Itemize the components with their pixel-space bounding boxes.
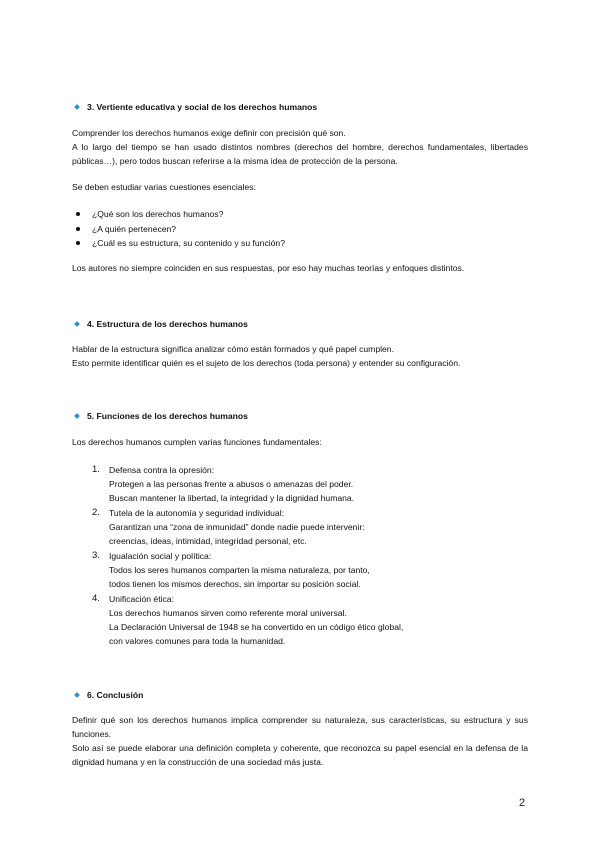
functions-list [92, 463, 403, 649]
bullet-diamond-icon [74, 692, 80, 698]
list-item: 3. Igualación social y política: Todos los seres humanos comparten la misma naturaleza, por tanto, todos tienen los mismos derechos, sin importar su posición social. [92, 550, 370, 589]
section-4-heading: 4. Estructura de los derechos humanos [75, 317, 248, 331]
section-5-heading: 5. Funciones de los derechos humanos [75, 409, 248, 423]
section-6-heading: 6. Conclusión [75, 688, 143, 702]
page-number: 2 [519, 797, 526, 809]
list-item: 4. Unificación ética: Los derechos humanos sirven como referente moral universal. La Declaración Universal de 1948 se ha convertido en un código ético global, con valores comunes para toda la humanidad. [92, 593, 404, 646]
section-3-paragraph-2: Se deben estudiar varias cuestiones esenciales: [72, 182, 256, 192]
section-6-paragraph: Definir qué son los derechos humanos implica comprender su naturaleza, sus características, su estructura y sus funciones. Solo así se puede elaborar una definición completa y coherente, que reconozca su papel esencial en la defensa de la dignidad humana y en la construcción de una sociedad más justa. [72, 715, 528, 767]
section-4-paragraph: Hablar de la estructura significa analizar cómo están formados y qué papel cumplen. Esto permite identificar quién es el sujeto de los derechos (toda persona) y entender su configuración. [72, 344, 461, 368]
section-3-question-list [72, 207, 285, 251]
section-3-paragraph-3: Los autores no siempre coinciden en sus respuestas, por eso hay muchas teorías y enfoques distintos. [72, 263, 465, 273]
section-3-paragraph-1: Comprender los derechos humanos exige definir con precisión qué son. A lo largo del tiempo se han usado distintos nombres (derechos del hombre, derechos fundamentales, libertades públicas…), pero todos buscan referirse a la misma idea de protección de la persona. [72, 128, 528, 166]
bullet-diamond-icon [74, 413, 80, 419]
list-item: 2. Tutela de la autonomía y seguridad individual: Garantizan una “zona de inmunidad” donde nadie puede intervenir: creencias, ideas, intimidad, integridad personal, etc. [92, 507, 365, 546]
section-3-heading: 3. Vertiente educativa y social de los derechos humanos [75, 100, 317, 114]
bullet-diamond-icon [74, 104, 80, 110]
section-5-intro: Los derechos humanos cumplen varias funciones fundamentales: [72, 437, 322, 447]
list-item: ¿A quién pertenecen? [72, 222, 285, 237]
bullet-diamond-icon [74, 321, 80, 327]
list-item: 1. Defensa contra la opresión: Protegen a las personas frente a abusos o amenazas del poder. Buscan mantener la libertad, la integridad y la dignidad humana. [92, 464, 355, 503]
list-item: ¿Qué son los derechos humanos? [72, 207, 285, 222]
list-item: ¿Cuál es su estructura, su contenido y su función? [72, 236, 285, 251]
